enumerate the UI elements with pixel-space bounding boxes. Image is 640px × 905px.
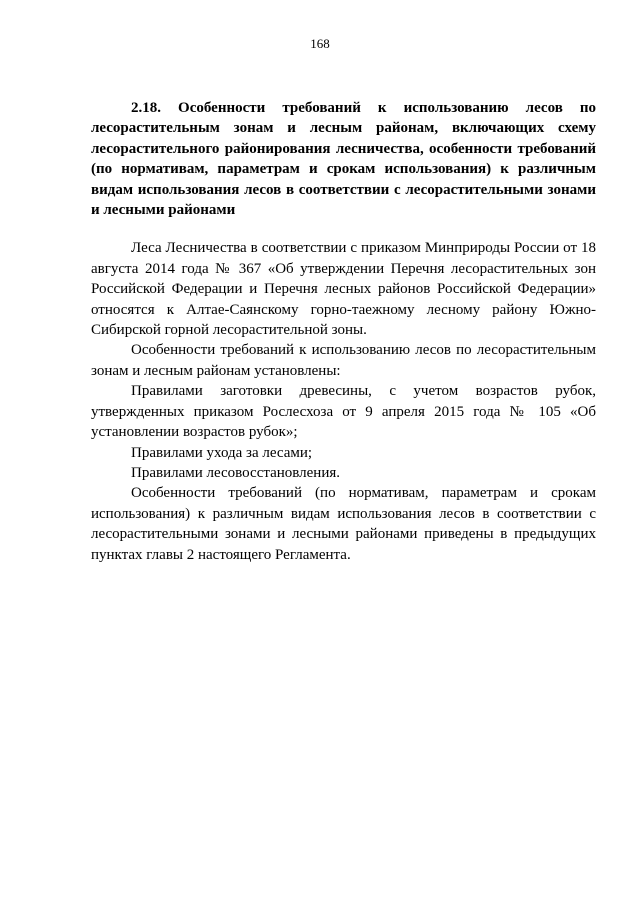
section-heading: 2.18. Особенности требований к использованию лесов по лесорастительным зонам и лесным районам, включающих схему лесорастительного районирования лесничества, особенности требований (по нормативам, параметрам и срокам использования) к различным видам использования лесов в соответствии с лесорастительными зонами и лесными районами xyxy=(91,100,596,219)
document-body xyxy=(91,98,596,565)
paragraph: Правилами заготовки древесины, с учетом возрастов рубок, утвержденных приказом Рослесхоза от 9 апреля 2015 года № 105 «Об установлении возрастов рубок»; xyxy=(91,383,596,441)
paragraph: Правилами ухода за лесами; xyxy=(131,444,313,461)
paragraph: Особенности требований (по нормативам, параметрам и срокам использования) к различным видам использования лесов в соответствии с лесорастительными зонами и лесными районами приведены в предыдущих пунктах главы 2 настоящего Регламента. xyxy=(91,485,596,563)
section-text xyxy=(91,238,596,565)
page-number: 168 xyxy=(310,36,330,51)
paragraph: Правилами лесовосстановления. xyxy=(131,464,341,481)
paragraph: Особенности требований к использованию лесов по лесорастительным зонам и лесным районам установлены: xyxy=(91,342,596,379)
paragraph: Леса Лесничества в соответствии с приказом Минприроды России от 18 августа 2014 года № 367 «Об утверждении Перечня лесорастительных зон Российской Федерации и Перечня лесных районов Российской Федерации» относятся к Алтае-Саянскому горно-таежному лесному району Южно-Сибирской горной лесорастительной зоны. xyxy=(91,240,596,339)
